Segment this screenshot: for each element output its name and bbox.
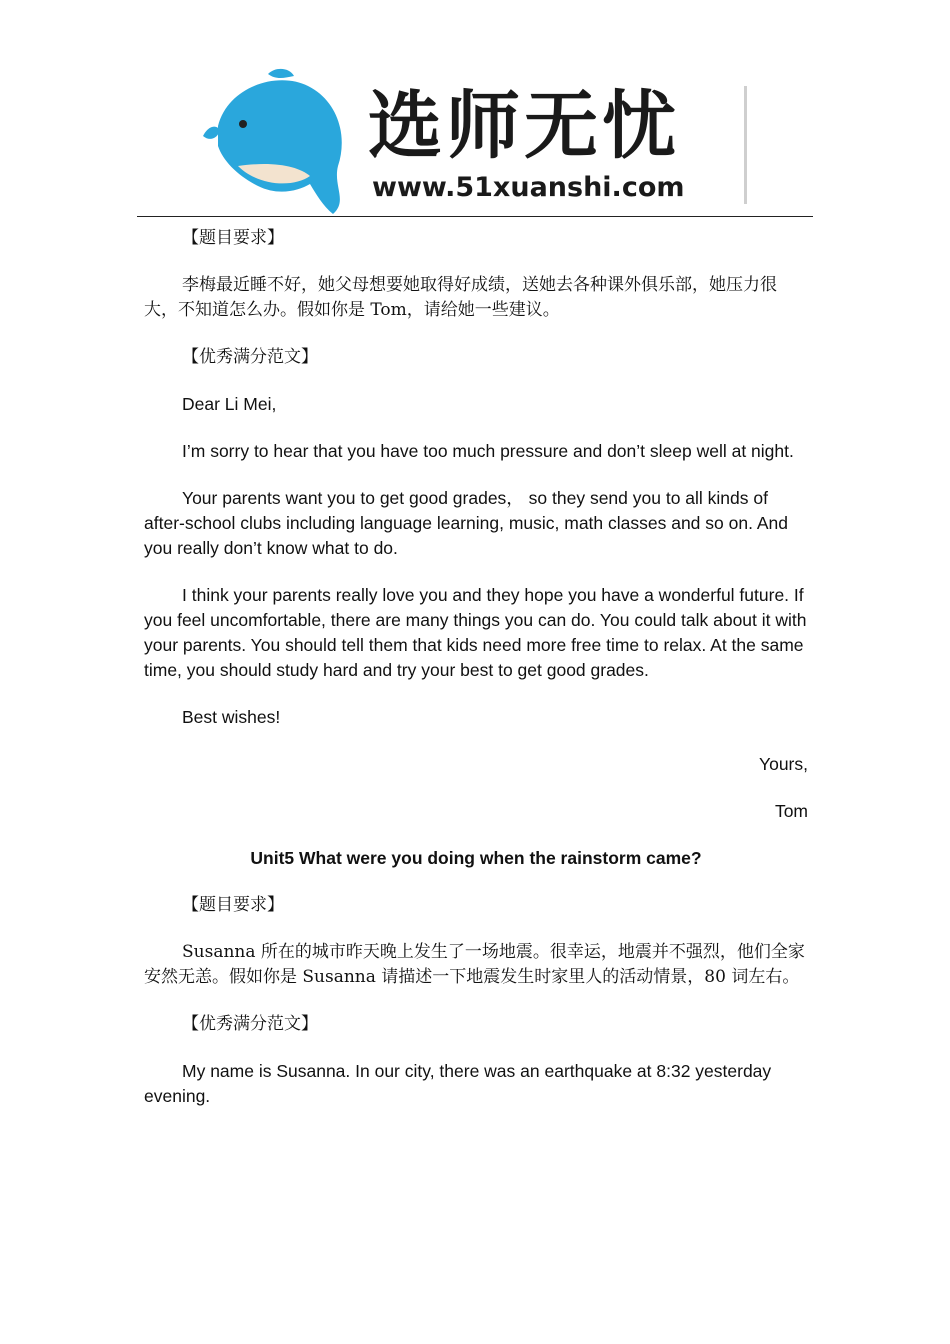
- requirement-text: Susanna 所在的城市昨天晚上发生了一场地震。很幸运，地震并不强烈，他们全家安然无恙。假如你是 Susanna 请描述一下地震发生时家里人的活动情景，80 词左右。: [144, 942, 805, 987]
- header-rule: [137, 216, 813, 217]
- header-divider: [744, 86, 747, 204]
- letter-paragraph: I think your parents really love you and they hope you have a wonderful future. If you feel uncomfortable, there are many things you can do. You could talk about it with your parents. You should tell them that kids need more free time to relax. At the same time, you should study hard and try your best to get good grades.: [144, 585, 807, 680]
- requirement-text: 李梅最近睡不好，她父母想要她取得好成绩，送她去各种课外俱乐部，她压力很大，不知道怎么办。假如你是 Tom，请给她一些建议。: [144, 275, 777, 320]
- page-header: [0, 0, 950, 220]
- letter-paragraph: Your parents want you to get good grades， so they send you to all kinds of after-school clubs including language learning, music, math classes and so on. And you really don’t know what to do.: [144, 488, 788, 558]
- model-essay-heading: 【优秀满分范文】: [182, 347, 318, 367]
- unit-title: Unit5 What were you doing when the rainstorm came?: [250, 848, 702, 868]
- requirement-heading: 【题目要求】: [182, 228, 284, 248]
- letter-closing: Best wishes!: [182, 707, 281, 727]
- document-body: [144, 226, 808, 1131]
- letter-signature: Tom: [774, 801, 808, 821]
- letter-greeting: Dear Li Mei,: [182, 394, 277, 414]
- letter-paragraph: I’m sorry to hear that you have too much pressure and don’t sleep well at night.: [182, 441, 794, 461]
- requirement-heading: 【题目要求】: [182, 895, 284, 915]
- essay-paragraph: My name is Susanna. In our city, there was an earthquake at 8:32 yesterday evening.: [144, 1061, 772, 1106]
- brand-url: www.51xuanshi.com: [372, 172, 685, 203]
- brand-name: 选师无忧: [368, 83, 680, 169]
- model-essay-heading: 【优秀满分范文】: [182, 1014, 318, 1034]
- dolphin-logo-icon: [198, 66, 358, 216]
- letter-signoff: Yours,: [759, 754, 808, 774]
